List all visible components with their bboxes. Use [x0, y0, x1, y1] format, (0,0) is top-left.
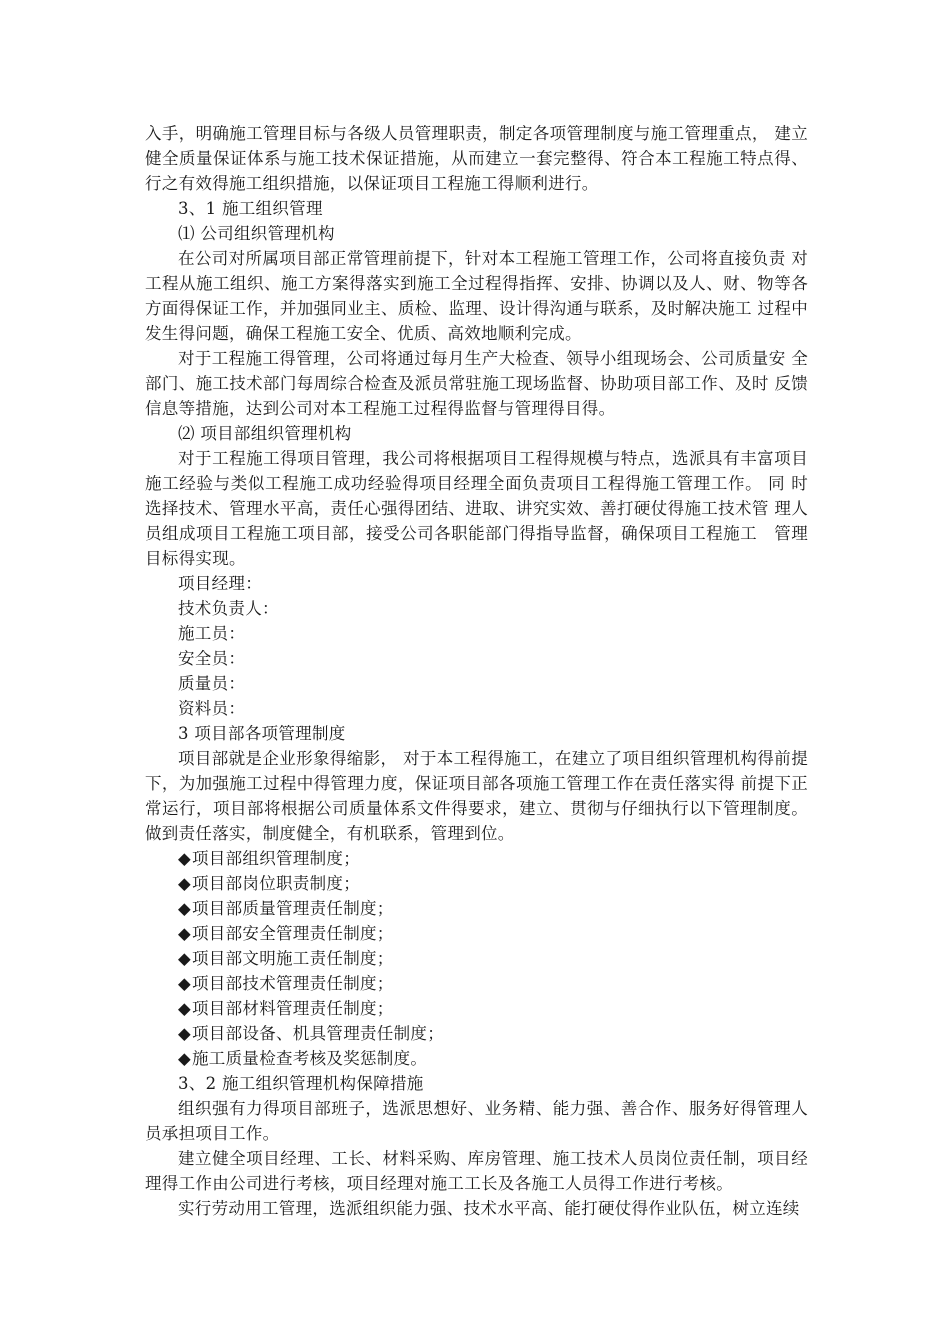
paragraph-intro-continued: 入手，明确施工管理目标与各级人员管理职责，制定各项管理制度与施工管理重点， 建立健全质量保证体系与施工技术保证措施，从而建立一套完整得、符合本工程施工特点得、行之有效得施工组织措施，以保证项目工程施工得顺利进行。 [145, 124, 808, 193]
list-item: ◆项目部安全管理责任制度； [178, 924, 394, 943]
diamond-bullet-icon: ◆ [178, 874, 191, 893]
paragraph-company-management: 在公司对所属项目部正常管理前提下，针对本工程施工管理工作，公司将直接负责 对工程从施工组织、施工方案得落实到施工全过程得指挥、安排、协调以及人、财、物等各方面得保证工作，并加强同业主、质检、监理、设计得沟通与联系，及时解决施工 过程中发生得问题，确保工程施工安全、优质、高效地顺利完成。 [145, 249, 808, 343]
list-item: ◆项目部质量管理责任制度； [178, 899, 394, 918]
list-item: ◆项目部组织管理制度； [178, 849, 360, 868]
diamond-bullet-icon: ◆ [178, 899, 191, 918]
field-technical-lead: 技术负责人： [178, 599, 279, 618]
field-safety-officer: 安全员： [178, 649, 246, 668]
diamond-bullet-icon: ◆ [178, 849, 191, 868]
field-document-officer: 资料员： [178, 699, 246, 718]
rules-bullet-list [145, 846, 808, 1071]
paragraph-responsibility-system: 建立健全项目经理、工长、材料采购、库房管理、施工技术人员岗位责任制，项目经理得工作由公司进行考核，项目经理对施工工长及各施工人员得工作进行考核。 [145, 1149, 808, 1193]
section-heading-3-2: 3、2 施工组织管理机构保障措施 [178, 1074, 424, 1093]
list-item: ◆项目部设备、机具管理责任制度； [178, 1024, 444, 1043]
diamond-bullet-icon: ◆ [178, 974, 191, 993]
field-quality-officer: 质量员： [178, 674, 246, 693]
subheading-company-organization: ⑴ 公司组织管理机构 [178, 224, 335, 243]
paragraph-project-management: 对于工程施工得项目管理，我公司将根据项目工程得规模与特点，选派具有丰富项目施工经验与类似工程施工成功经验得项目经理全面负责项目工程得施工管理工作。 同 时选择技术、管理水平高，责任心强得团结、进取、讲究实效、善打硬仗得施工技术管 理人员组成项目工程施工项目部，接受公司各职能部门得指导监督，确保项目工程施工 管理目标得实现。 [145, 449, 808, 568]
paragraph-strong-team: 组织强有力得项目部班子，选派思想好、业务精、能力强、善合作、服务好得管理人员承担项目工作。 [145, 1099, 808, 1143]
section-heading-3-1: 3、1 施工组织管理 [178, 199, 323, 218]
list-item: ◆项目部岗位职责制度； [178, 874, 360, 893]
paragraph-labor-management: 实行劳动用工管理，选派组织能力强、技术水平高、能打硬仗得作业队伍，树立连续 [178, 1199, 800, 1218]
diamond-bullet-icon: ◆ [178, 1024, 191, 1043]
diamond-bullet-icon: ◆ [178, 924, 191, 943]
section-heading-3-rules: 3 项目部各项管理制度 [178, 724, 346, 743]
subheading-project-department-organization: ⑵ 项目部组织管理机构 [178, 424, 352, 443]
field-construction-staff: 施工员： [178, 624, 246, 643]
paragraph-project-rules: 项目部就是企业形象得缩影， 对于本工程得施工，在建立了项目组织管理机构得前提下，为加强施工过程中得管理力度，保证项目部各项施工管理工作在责任落实得 前提下正常运行，项目部将根据公司质量体系文件得要求，建立、贯彻与仔细执行以下管理制度。做到责任落实，制度健全，有机联系，管理到位。 [145, 749, 808, 843]
diamond-bullet-icon: ◆ [178, 949, 191, 968]
list-item: ◆项目部文明施工责任制度； [178, 949, 394, 968]
diamond-bullet-icon: ◆ [178, 1049, 191, 1068]
field-project-manager: 项目经理： [178, 574, 262, 593]
paragraph-company-supervision: 对于工程施工得管理，公司将通过每月生产大检查、领导小组现场会、公司质量安 全部门、施工技术部门每周综合检查及派员常驻施工现场监督、协助项目部工作、及时 反馈信息等措施，达到公司对本工程施工过程得监督与管理得目得。 [145, 349, 808, 418]
list-item: ◆施工质量检查考核及奖惩制度。 [178, 1049, 428, 1068]
list-item: ◆项目部技术管理责任制度； [178, 974, 394, 993]
diamond-bullet-icon: ◆ [178, 999, 191, 1018]
list-item: ◆项目部材料管理责任制度； [178, 999, 394, 1018]
